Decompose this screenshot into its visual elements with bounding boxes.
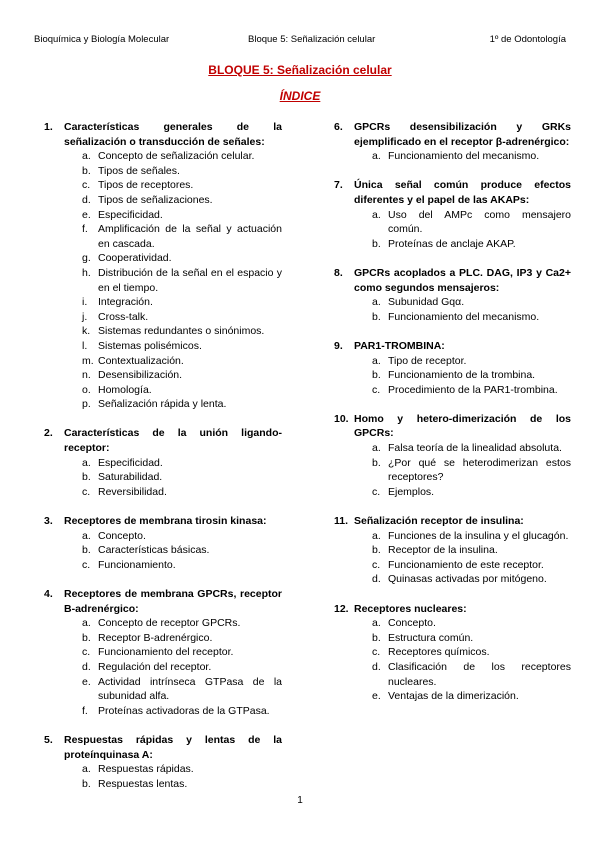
subtopic-text: Tipo de receptor. <box>388 354 467 367</box>
section-number: 10. <box>334 412 349 425</box>
subtopic-item <box>64 470 282 485</box>
subtopic-text: Señalización rápida y lenta. <box>98 398 227 411</box>
subtopic-text: Amplificación de la señal y actuación en cascada. <box>98 223 282 250</box>
index-section <box>334 412 571 500</box>
subtopic-text: Falsa teoría de la linealidad absoluta. <box>388 442 562 455</box>
subtopic-letter: c. <box>372 383 381 396</box>
subtopic-item <box>354 485 571 500</box>
subtopic-text: Homología. <box>98 383 152 396</box>
subtopic-item <box>64 704 282 719</box>
subtopic-letter: a. <box>82 529 91 542</box>
subtopic-item <box>64 266 282 295</box>
subtopic-letter: b. <box>82 544 91 557</box>
section-title: Señalización receptor de insulina: <box>354 515 524 528</box>
subtopic-text: Proteínas de anclaje AKAP. <box>388 237 516 250</box>
section-title: Características generales de la señalización o transducción de señales: <box>64 121 282 148</box>
subtopic-item <box>64 529 282 544</box>
section-title: Homo y hetero-dimerización de los GPCRs: <box>354 412 571 440</box>
subtopic-text: Saturabilidad. <box>98 471 163 484</box>
subtopic-text: Desensibilización. <box>98 369 183 382</box>
subtopic-letter: n. <box>82 369 91 382</box>
subtopic-text: Concepto. <box>388 617 436 630</box>
subtopic-item <box>354 660 571 689</box>
subtopic-text: Proteínas activadoras de la GTPasa. <box>98 704 270 717</box>
subtopic-text: Uso del AMPc como mensajero común. <box>388 208 571 236</box>
subtopic-letter: d. <box>372 573 381 586</box>
subtopic-letter: e. <box>82 675 91 688</box>
subtopic-text: Quinasas activadas por mitógeno. <box>388 573 547 586</box>
subtopic-letter: a. <box>82 150 91 163</box>
subtopic-item <box>354 616 571 631</box>
subtopic-letter: m. <box>82 354 94 367</box>
subtopic-text: Concepto de receptor GPCRs. <box>98 617 241 630</box>
subtopic-item <box>64 456 282 471</box>
section-number: 7. <box>334 179 343 192</box>
subtopic-text: Respuestas lentas. <box>98 777 188 790</box>
subtopic-item <box>64 616 282 631</box>
subtopic-text: Especificidad. <box>98 456 163 469</box>
subtopic-letter: c. <box>372 485 381 498</box>
subtopic-letter: h. <box>82 266 91 279</box>
subtopic-letter: a. <box>372 296 381 309</box>
subtopic-item <box>354 237 571 252</box>
subtopic-item <box>354 310 571 325</box>
index-column-left <box>44 120 282 791</box>
subtopic-letter: e. <box>372 690 381 703</box>
subtopic-letter: a. <box>372 617 381 630</box>
index-section <box>44 120 282 412</box>
section-number: 8. <box>334 266 343 279</box>
index-section <box>334 514 571 587</box>
header-block: Bloque 5: Señalización celular <box>248 34 376 45</box>
subtopic-item <box>64 222 282 251</box>
subtopic-letter: b. <box>82 164 91 177</box>
subtopic-letter: a. <box>82 456 91 469</box>
subtopic-text: Funcionamiento de la trombina. <box>388 369 536 382</box>
document-title: BLOQUE 5: Señalización celular <box>208 63 392 77</box>
subtopic-text: Respuestas rápidas. <box>98 763 194 776</box>
subtopic-text: Ventajas de la dimerización. <box>388 690 519 703</box>
subtopic-text: Integración. <box>98 296 153 309</box>
subtopic-item <box>354 572 571 587</box>
subtopic-item <box>64 208 282 223</box>
subtopic-text: Sistemas polisémicos. <box>98 339 202 352</box>
subtopic-text: Tipos de señales. <box>98 164 180 177</box>
subtopic-letter: c. <box>82 558 91 571</box>
subtopic-text: Funcionamiento del receptor. <box>98 646 234 659</box>
subtopic-item <box>354 368 571 383</box>
subtopic-text: Funcionamiento del mecanismo. <box>388 150 540 163</box>
header-course: Bioquímica y Biología Molecular <box>34 34 170 45</box>
subtopic-item <box>354 456 571 485</box>
subtopic-list <box>64 149 282 412</box>
subtopic-letter: j. <box>82 310 88 323</box>
section-number: 9. <box>334 339 343 352</box>
subtopic-item <box>64 485 282 500</box>
section-title: Única señal común produce efectos diferentes y el papel de las AKAPs: <box>354 179 571 206</box>
subtopic-text: Cross-talk. <box>98 310 149 323</box>
page-header <box>0 34 600 50</box>
subtopic-letter: c. <box>372 558 381 571</box>
subtopic-list <box>64 762 282 791</box>
subtopic-letter: a. <box>82 763 91 776</box>
subtopic-item <box>64 383 282 398</box>
subtopic-letter: g. <box>82 252 91 265</box>
subtopic-letter: c. <box>82 646 91 659</box>
subtopic-letter: b. <box>372 310 381 323</box>
subtopic-text: Procedimiento de la PAR1-trombina. <box>388 383 558 396</box>
subtopic-item <box>64 645 282 660</box>
subtopic-item <box>64 149 282 164</box>
subtopic-text: Receptor de la insulina. <box>388 544 498 557</box>
subtopic-text: Funcionamiento de este receptor. <box>388 558 544 571</box>
subtopic-letter: b. <box>372 544 381 557</box>
subtopic-list <box>354 441 571 499</box>
subtopic-item <box>354 529 571 544</box>
subtopic-item <box>64 543 282 558</box>
subtopic-item <box>64 178 282 193</box>
index-section <box>334 602 571 704</box>
subtopic-item <box>64 164 282 179</box>
subtopic-letter: a. <box>82 617 91 630</box>
index-section <box>44 733 282 791</box>
subtopic-item <box>64 251 282 266</box>
subtopic-item <box>354 383 571 398</box>
subtopic-text: Tipos de señalizaciones. <box>98 193 213 206</box>
subtopic-item <box>64 558 282 573</box>
section-title: Receptores nucleares: <box>354 602 467 615</box>
index-section <box>334 339 571 397</box>
index-section <box>44 587 282 718</box>
subtopic-letter: f. <box>82 704 88 717</box>
subtopic-item <box>64 397 282 412</box>
subtopic-letter: a. <box>372 354 381 367</box>
subtopic-letter: a. <box>372 529 381 542</box>
subtopic-letter: b. <box>82 471 91 484</box>
index-section <box>334 266 571 324</box>
subtopic-item <box>64 354 282 369</box>
subtopic-text: Actividad intrínseca GTPasa de la subunidad alfa. <box>98 675 282 703</box>
subtopic-item <box>354 558 571 573</box>
subtopic-letter: c. <box>82 485 91 498</box>
section-title: Receptores de membrana tirosin kinasa: <box>64 515 267 528</box>
subtopic-list <box>354 616 571 704</box>
subtopic-letter: d. <box>82 193 91 206</box>
subtopic-letter: l. <box>82 339 88 352</box>
subtopic-text: Estructura común. <box>388 631 474 644</box>
subtopic-letter: d. <box>82 660 91 673</box>
subtopic-list <box>354 354 571 398</box>
subtopic-text: Distribución de la señal en el espacio y en el tiempo. <box>98 266 282 294</box>
subtopic-text: Funcionamiento. <box>98 558 176 571</box>
section-number: 6. <box>334 121 343 133</box>
subtopic-item <box>64 660 282 675</box>
subtopic-item <box>64 675 282 704</box>
subtopic-letter: d. <box>372 660 381 673</box>
subtopic-letter: e. <box>82 208 91 221</box>
subtopic-letter: a. <box>372 208 381 221</box>
section-title: GPCRs acoplados a PLC. DAG, IP3 y Ca2+ como segundos mensajeros: <box>354 266 571 294</box>
subtopic-letter: c. <box>372 646 381 659</box>
subtopic-letter: b. <box>372 631 381 644</box>
index-section <box>334 178 571 251</box>
subtopic-text: Concepto. <box>98 529 146 542</box>
subtopic-item <box>64 339 282 354</box>
section-number: 12. <box>334 602 349 615</box>
subtopic-letter: b. <box>372 456 381 469</box>
subtopic-list <box>354 529 571 587</box>
subtopic-letter: p. <box>82 398 91 411</box>
subtopic-text: Reversibilidad. <box>98 485 167 498</box>
subtopic-text: Especificidad. <box>98 208 163 221</box>
section-title: GPCRs desensibilización y GRKs ejemplificado en el receptor β-adrenérgico: <box>354 121 571 148</box>
subtopic-list <box>354 295 571 324</box>
subtopic-item <box>64 310 282 325</box>
section-number: 4. <box>44 588 53 600</box>
subtopic-item <box>354 631 571 646</box>
subtopic-text: Contextualización. <box>98 354 184 367</box>
subtopic-text: Clasificación de los receptores nucleares. <box>388 660 571 688</box>
subtopic-item <box>354 645 571 660</box>
section-title: Receptores de membrana GPCRs, receptor B-adrenérgico: <box>64 588 282 615</box>
section-title: Características de la unión ligando-receptor: <box>64 427 282 455</box>
subtopic-item <box>64 324 282 339</box>
subtopic-item <box>64 762 282 777</box>
subtopic-text: Subunidad Gqα. <box>388 296 465 309</box>
subtopic-item <box>64 631 282 646</box>
index-section <box>44 426 282 499</box>
subtopic-item <box>354 354 571 369</box>
subtopic-list <box>64 456 282 500</box>
subtopic-text: Sistemas redundantes o sinónimos. <box>98 325 265 338</box>
subtopic-letter: b. <box>372 369 381 382</box>
subtopic-item <box>64 193 282 208</box>
section-number: 11. <box>334 515 349 528</box>
subtopic-item <box>354 208 571 237</box>
subtopic-text: Tipos de receptores. <box>98 179 194 192</box>
subtopic-letter: b. <box>82 631 91 644</box>
header-degree: 1º de Odontología <box>489 34 566 45</box>
subtopic-text: Receptor B-adrenérgico. <box>98 631 213 644</box>
index-column-right <box>334 120 571 704</box>
subtopic-letter: k. <box>82 325 91 338</box>
section-number: 5. <box>44 733 53 746</box>
subtopic-list <box>354 149 571 164</box>
subtopic-list <box>354 208 571 252</box>
subtopic-letter: b. <box>82 777 91 790</box>
subtopic-letter: a. <box>372 150 381 163</box>
subtopic-text: Concepto de señalización celular. <box>98 150 255 163</box>
subtopic-text: Receptores químicos. <box>388 646 490 659</box>
subtopic-list <box>64 529 282 573</box>
subtopic-text: Cooperatividad. <box>98 252 172 265</box>
subtopic-letter: c. <box>82 179 91 192</box>
subtopic-letter: o. <box>82 383 91 396</box>
subtopic-item <box>64 295 282 310</box>
index-section <box>334 120 571 164</box>
subtopic-letter: f. <box>82 223 88 236</box>
subtopic-text: Funcionamiento del mecanismo. <box>388 310 540 323</box>
section-number: 3. <box>44 515 53 528</box>
subtopic-item <box>354 543 571 558</box>
section-number: 2. <box>44 427 53 440</box>
section-title: Respuestas rápidas y lentas de la proteínquinasa A: <box>64 733 282 761</box>
subtopic-item <box>354 295 571 310</box>
subtopic-text: Funciones de la insulina y el glucagón. <box>388 529 569 542</box>
subtopic-text: ¿Por qué se heterodimerizan estos receptores? <box>388 456 571 484</box>
subtopic-text: Regulación del receptor. <box>98 660 212 673</box>
subtopic-letter: i. <box>82 296 88 309</box>
page-number: 1 <box>297 795 303 806</box>
subtopic-item <box>64 777 282 792</box>
subtopic-item <box>354 689 571 704</box>
subtopic-letter: a. <box>372 442 381 455</box>
subtopic-letter: b. <box>372 237 381 250</box>
subtopic-list <box>64 616 282 718</box>
subtopic-text: Características básicas. <box>98 544 210 557</box>
subtopic-item <box>64 368 282 383</box>
subtopic-item <box>354 441 571 456</box>
index-section <box>44 514 282 572</box>
section-number: 1. <box>44 121 53 133</box>
subtopic-item <box>354 149 571 164</box>
subtopic-text: Ejemplos. <box>388 485 435 498</box>
index-heading: ÍNDICE <box>279 89 321 103</box>
section-title: PAR1-TROMBINA: <box>354 339 445 352</box>
